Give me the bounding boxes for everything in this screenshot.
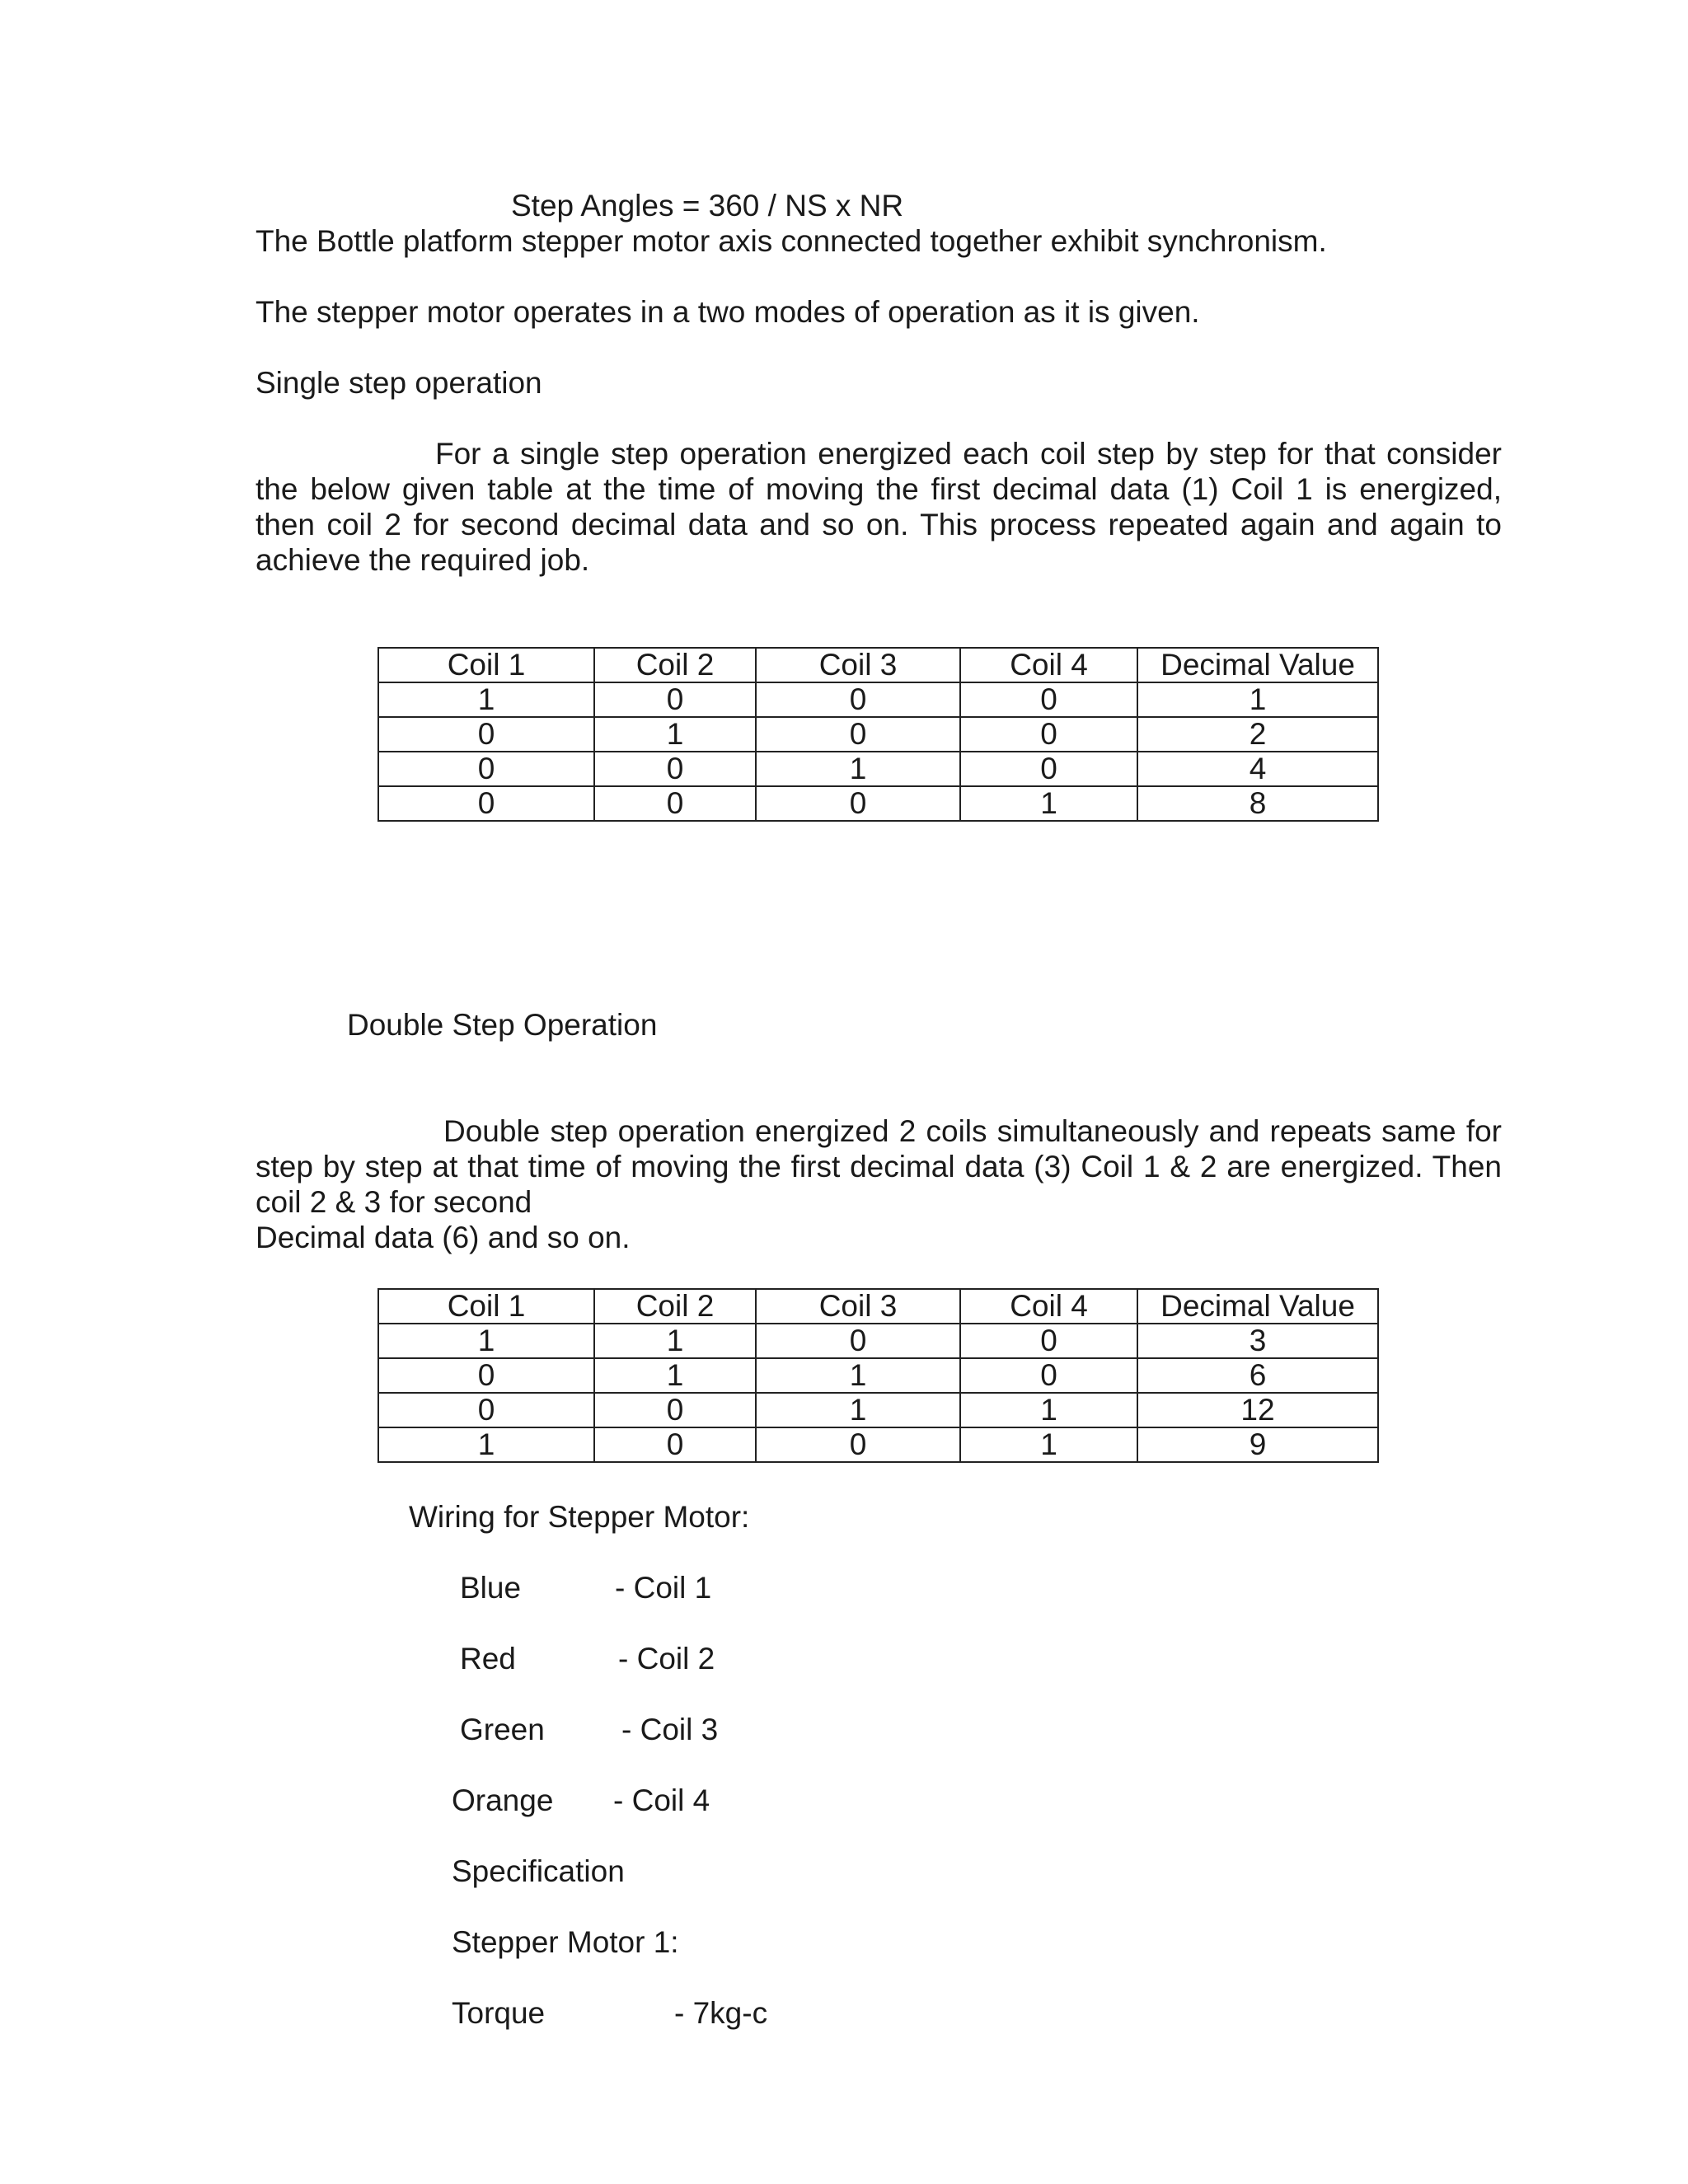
table-cell: 1	[378, 1324, 594, 1358]
table-cell: 0	[756, 1324, 960, 1358]
table-header-cell: Coil 2	[594, 1289, 756, 1324]
table-cell: 0	[960, 752, 1137, 786]
table-header-cell: Coil 1	[378, 648, 594, 682]
table-cell: 0	[960, 1358, 1137, 1393]
double-step-paragraph: Double step operation energized 2 coils simultaneously and repeats same for step by step at that time of moving the first decimal data (3) Coil 1 & 2 are energized. Then coil 2 & 3 for second	[256, 1114, 1502, 1219]
table-cell: 12	[1137, 1393, 1378, 1427]
table-cell: 1	[594, 717, 756, 752]
table-cell: 0	[378, 752, 594, 786]
double-step-table	[377, 1288, 1379, 1463]
table-cell: 0	[756, 682, 960, 717]
table-row	[378, 682, 1378, 717]
table-cell: 1	[378, 682, 594, 717]
table-cell: 1	[756, 1358, 960, 1393]
table-header-cell: Coil 3	[756, 1289, 960, 1324]
table-header-cell: Decimal Value	[1137, 648, 1378, 682]
table-cell: 0	[960, 717, 1137, 752]
table-header-cell: Coil 4	[960, 1289, 1137, 1324]
table-cell: 1	[756, 1393, 960, 1427]
stepper-motor-label: Stepper Motor 1:	[452, 1925, 679, 1959]
table-header-cell: Coil 1	[378, 1289, 594, 1324]
table-cell: 8	[1137, 786, 1378, 821]
wiring-coil-3: - Coil 3	[621, 1713, 719, 1746]
specification-heading: Specification	[452, 1854, 625, 1888]
table-cell: 0	[378, 717, 594, 752]
table-cell: 0	[960, 682, 1137, 717]
single-step-table	[377, 647, 1379, 822]
table-cell: 0	[378, 1358, 594, 1393]
table-cell: 1	[1137, 682, 1378, 717]
double-step-paragraph-tail: Decimal data (6) and so on.	[256, 1221, 631, 1254]
table-header-row	[378, 648, 1378, 682]
table-cell: 4	[1137, 752, 1378, 786]
table-cell: 0	[594, 752, 756, 786]
table-cell: 1	[960, 786, 1137, 821]
table-row	[378, 752, 1378, 786]
table-header-cell: Coil 4	[960, 648, 1137, 682]
torque-label: Torque	[452, 1996, 546, 2030]
table-header-cell: Coil 2	[594, 648, 756, 682]
wiring-coil-2: - Coil 2	[618, 1642, 715, 1675]
single-step-heading: Single step operation	[256, 366, 542, 400]
wiring-color-blue: Blue	[460, 1571, 522, 1605]
table-row	[378, 1427, 1378, 1462]
table-cell: 1	[594, 1324, 756, 1358]
table-row	[378, 1393, 1378, 1427]
table-cell: 0	[960, 1324, 1137, 1358]
table-cell: 1	[960, 1393, 1137, 1427]
table-cell: 0	[378, 786, 594, 821]
table-cell: 0	[756, 717, 960, 752]
table-row	[378, 717, 1378, 752]
intro-line: The Bottle platform stepper motor axis connected together exhibit synchronism.	[256, 224, 1327, 258]
wiring-color-red: Red	[460, 1642, 516, 1675]
table-row	[378, 786, 1378, 821]
table-cell: 0	[594, 1393, 756, 1427]
wiring-color-green: Green	[460, 1713, 545, 1746]
table-cell: 3	[1137, 1324, 1378, 1358]
table-cell: 1	[594, 1358, 756, 1393]
table-cell: 1	[378, 1427, 594, 1462]
double-step-heading: Double Step Operation	[347, 1008, 658, 1042]
wiring-coil-4: - Coil 4	[613, 1783, 710, 1817]
table-cell: 1	[756, 752, 960, 786]
table-row	[378, 1358, 1378, 1393]
table-cell: 1	[960, 1427, 1137, 1462]
table-cell: 0	[378, 1393, 594, 1427]
table-cell: 0	[756, 786, 960, 821]
modes-line: The stepper motor operates in a two modes of operation as it is given.	[256, 295, 1200, 329]
table-header-cell: Decimal Value	[1137, 1289, 1378, 1324]
wiring-heading: Wiring for Stepper Motor:	[409, 1500, 750, 1534]
step-angle-formula: Step Angles = 360 / NS x NR	[511, 189, 904, 223]
table-cell: 0	[756, 1427, 960, 1462]
table-cell: 9	[1137, 1427, 1378, 1462]
single-step-paragraph: For a single step operation energized each coil step by step for that consider the below given table at the time of moving the first decimal data (1) Coil 1 is energized, then coil 2 for second decimal data and so on. This process repeated again and again to achieve the required job.	[256, 437, 1502, 577]
table-cell: 6	[1137, 1358, 1378, 1393]
table-cell: 2	[1137, 717, 1378, 752]
table-header-row	[378, 1289, 1378, 1324]
table-row	[378, 1324, 1378, 1358]
table-cell: 0	[594, 682, 756, 717]
wiring-color-orange: Orange	[452, 1783, 554, 1817]
table-cell: 0	[594, 786, 756, 821]
wiring-coil-1: - Coil 1	[615, 1571, 712, 1605]
torque-value: - 7kg-c	[674, 1996, 768, 2030]
table-header-cell: Coil 3	[756, 648, 960, 682]
table-cell: 0	[594, 1427, 756, 1462]
